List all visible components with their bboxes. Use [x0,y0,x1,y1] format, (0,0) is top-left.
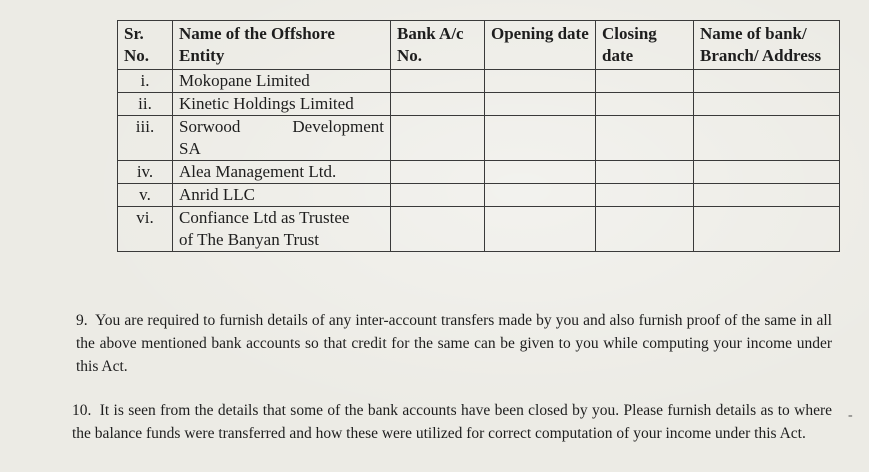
row-entity: Alea Management Ltd. [173,161,391,184]
row-closing-date [596,207,694,252]
paragraph-9-number: 9. [76,312,88,329]
row-bank-name [694,116,840,161]
margin-mark: - [848,408,853,423]
row-closing-date [596,116,694,161]
header-closing-date: Closing date [596,21,694,70]
row-bank-account [391,70,485,93]
header-entity-name: Name of the Offshore Entity [173,21,391,70]
row-sr: i. [118,70,173,93]
table-row [118,184,840,207]
table-header-row [118,21,840,70]
row-sr: ii. [118,93,173,116]
table-row [118,93,840,116]
row-closing-date [596,93,694,116]
row-opening-date [485,70,596,93]
row-bank-account [391,184,485,207]
header-bank-account: Bank A/c No. [391,21,485,70]
row-sr: vi. [118,207,173,252]
paragraph-10 [72,399,832,445]
paragraph-10-text: It is seen from the details that some of the bank accounts have been closed by you. Please furnish details as to where the balance funds were transferred and how these were utilized for correct computation of your income under this Act. [72,402,832,442]
row-opening-date [485,93,596,116]
offshore-entities-table [117,20,840,252]
row-entity-line2: SA [179,139,201,158]
row-bank-name [694,207,840,252]
row-closing-date [596,184,694,207]
row-opening-date [485,116,596,161]
row-opening-date [485,184,596,207]
table-row [118,207,840,252]
row-bank-account [391,116,485,161]
row-bank-name [694,70,840,93]
header-bank-name: Name of bank/ Branch/ Address [694,21,840,70]
header-opening-date: Opening date [485,21,596,70]
row-entity-line2: of The Banyan Trust [179,230,319,249]
row-closing-date [596,161,694,184]
table-row [118,70,840,93]
row-bank-account [391,93,485,116]
row-bank-name [694,161,840,184]
row-opening-date [485,161,596,184]
row-bank-account [391,161,485,184]
row-entity-line1: Confiance Ltd as Trustee [179,208,350,227]
row-entity: Kinetic Holdings Limited [173,93,391,116]
row-entity: Mokopane Limited [173,70,391,93]
row-entity-line1: Sorwood Development [179,117,384,136]
row-sr: v. [118,184,173,207]
row-sr: iv. [118,161,173,184]
table-row [118,116,840,161]
row-bank-name [694,93,840,116]
paragraph-9-text: You are required to furnish details of any inter-account transfers made by you and also furnish proof of the same in all the above mentioned bank accounts so that credit for the same can be given to you while computing your income under this Act. [76,312,832,375]
row-entity [173,116,391,161]
row-sr: iii. [118,116,173,161]
row-opening-date [485,207,596,252]
row-entity [173,207,391,252]
row-bank-account [391,207,485,252]
row-bank-name [694,184,840,207]
row-entity: Anrid LLC [173,184,391,207]
paragraph-10-number: 10. [72,402,92,419]
row-closing-date [596,70,694,93]
header-sr-no: Sr. No. [118,21,173,70]
table-row [118,161,840,184]
paragraph-9 [76,309,832,378]
